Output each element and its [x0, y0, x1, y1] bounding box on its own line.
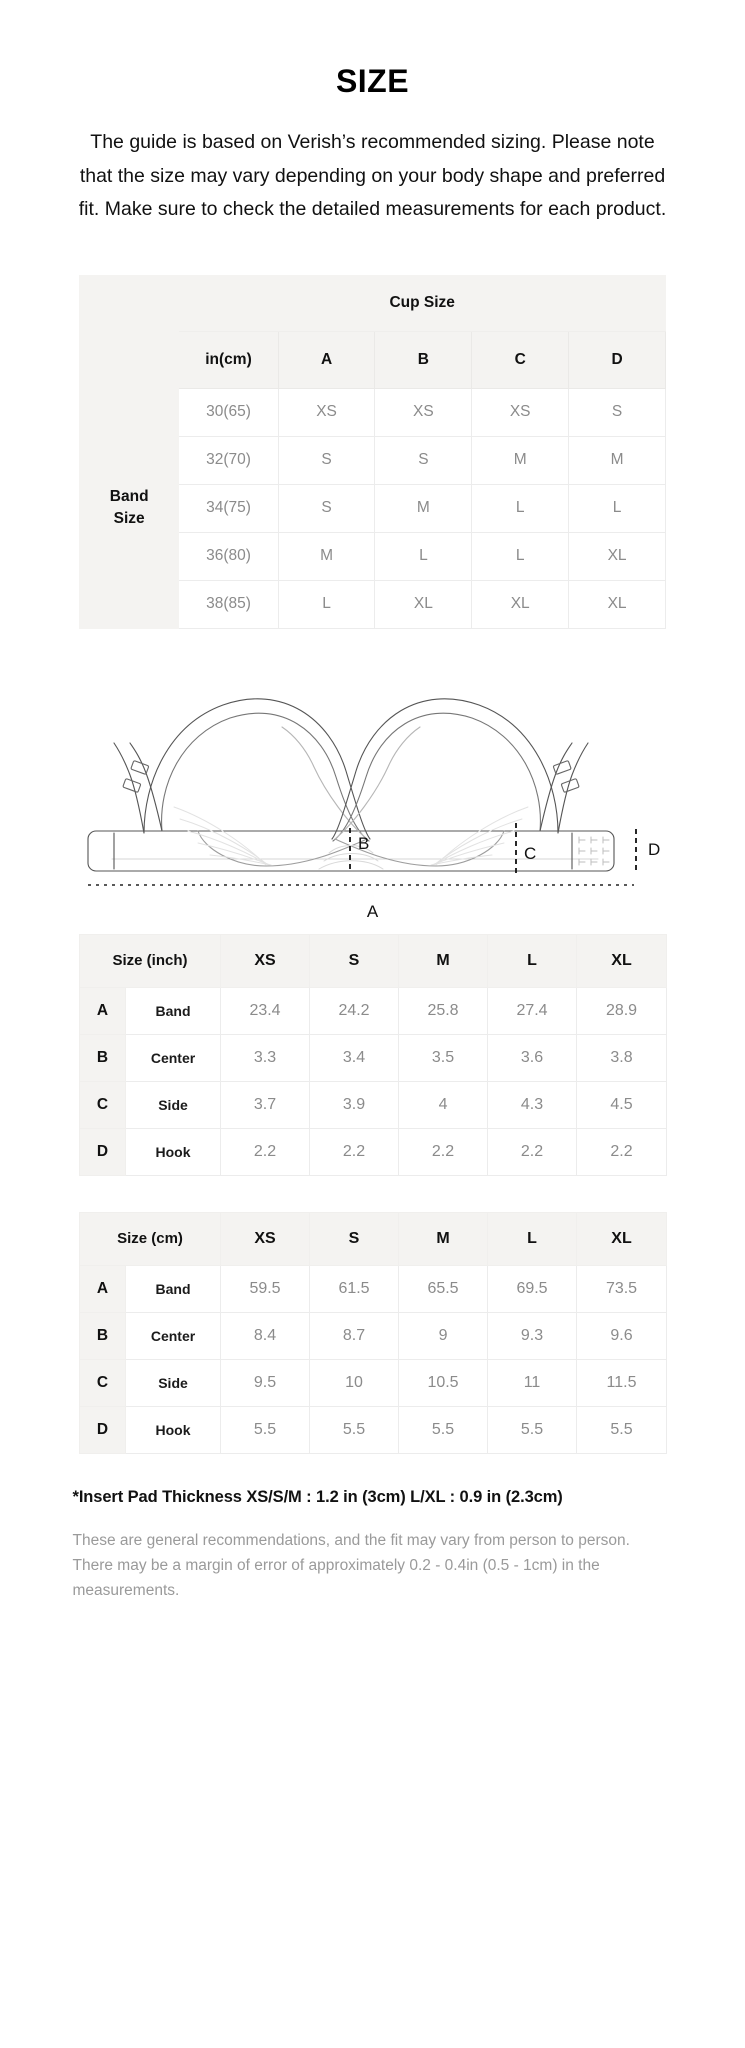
cm-table-value-cell: 8.4	[221, 1312, 310, 1359]
inch-table-value-cell: 3.4	[310, 1034, 399, 1081]
band-size-label: Band Size	[80, 388, 179, 628]
cup-size-cell: M	[278, 532, 375, 580]
inch-table-column-xl: XL	[577, 934, 667, 987]
cup-column-header-b: B	[375, 331, 472, 388]
hook-eye-dots	[579, 837, 609, 865]
bra-diagram	[58, 663, 688, 921]
inch-table-value-cell: 3.7	[221, 1081, 310, 1128]
band-size-value: 32(70)	[179, 436, 278, 484]
page-title: SIZE	[335, 63, 410, 99]
cm-table-value-cell: 73.5	[577, 1265, 667, 1312]
inch-table-value-cell: 2.2	[399, 1128, 488, 1175]
cup-size-cell: S	[375, 436, 472, 484]
cup-size-cell: S	[278, 484, 375, 532]
cm-table-value-cell: 8.7	[310, 1312, 399, 1359]
left-fan-stitching	[174, 807, 271, 865]
label-a: A	[366, 901, 379, 921]
cm-table-value-cell: 5.5	[399, 1406, 488, 1453]
cm-measurement-table	[79, 1212, 667, 1454]
cup-size-header: Cup Size	[179, 275, 666, 331]
cup-size-cell: M	[375, 484, 472, 532]
table-row	[80, 987, 667, 1034]
cup-column-header-d: D	[569, 331, 666, 388]
cm-table-row-part: Side	[126, 1359, 221, 1406]
inch-table-row-part: Center	[126, 1034, 221, 1081]
cm-table-row-part: Band	[126, 1265, 221, 1312]
inch-table-column-s: S	[310, 934, 399, 987]
left-cup-outer	[144, 699, 370, 839]
cup-size-table-wrapper	[79, 275, 666, 629]
cm-table-value-cell: 61.5	[310, 1265, 399, 1312]
cm-table-value-cell: 65.5	[399, 1265, 488, 1312]
cm-table-value-cell: 11	[488, 1359, 577, 1406]
inch-table-row-letter: C	[80, 1081, 126, 1128]
cm-table-value-cell: 5.5	[310, 1406, 399, 1453]
cm-table-row-letter: A	[80, 1265, 126, 1312]
insert-pad-note: *Insert Pad Thickness XS/S/M : 1.2 in (3cm) L/XL : 0.9 in (2.3cm)	[72, 1487, 563, 1506]
inch-table-value-cell: 24.2	[310, 987, 399, 1034]
inch-table-column-xs: XS	[221, 934, 310, 987]
label-b: B	[357, 833, 369, 853]
cup-size-cell: XL	[569, 532, 666, 580]
cup-size-cell: L	[472, 484, 569, 532]
cm-table-column-s: S	[310, 1212, 399, 1265]
unit-header: in(cm)	[179, 331, 278, 388]
bra-illustration-svg	[58, 663, 688, 898]
inch-table-value-cell: 3.5	[399, 1034, 488, 1081]
inch-table-row-part: Side	[126, 1081, 221, 1128]
label-c: C	[523, 843, 536, 863]
cm-table-value-cell: 10.5	[399, 1359, 488, 1406]
left-strap-slider-lower	[122, 778, 140, 792]
inch-table-value-cell: 2.2	[577, 1128, 667, 1175]
inch-table-value-cell: 2.2	[221, 1128, 310, 1175]
cm-table-column-m: M	[399, 1212, 488, 1265]
right-strap-slider-lower	[561, 778, 579, 792]
right-strap-inner	[540, 743, 572, 831]
cm-table-title: Size (cm)	[80, 1212, 221, 1265]
inch-table-value-cell: 27.4	[488, 987, 577, 1034]
label-d: D	[647, 839, 660, 859]
cm-table-value-cell: 69.5	[488, 1265, 577, 1312]
inch-table-value-cell: 4.5	[577, 1081, 667, 1128]
right-fan-stitching	[431, 807, 528, 865]
inch-table-value-cell: 2.2	[310, 1128, 399, 1175]
cm-table-value-cell: 5.5	[488, 1406, 577, 1453]
cm-table-column-l: L	[488, 1212, 577, 1265]
table-header-row	[80, 934, 667, 987]
inch-table-value-cell: 3.3	[221, 1034, 310, 1081]
cup-size-cell: XS	[278, 388, 375, 436]
table-row	[80, 1081, 667, 1128]
inch-table-value-cell: 3.8	[577, 1034, 667, 1081]
cm-table-column-xs: XS	[221, 1212, 310, 1265]
inch-table-title: Size (inch)	[80, 934, 221, 987]
cup-column-header-c: C	[472, 331, 569, 388]
cm-table-row-letter: C	[80, 1359, 126, 1406]
cup-size-cell: XL	[375, 580, 472, 628]
table-row	[80, 1034, 667, 1081]
inch-table-value-cell: 28.9	[577, 987, 667, 1034]
cm-table-value-cell: 5.5	[577, 1406, 667, 1453]
cm-table-row-letter: B	[80, 1312, 126, 1359]
cm-table-value-cell: 10	[310, 1359, 399, 1406]
inch-table-value-cell: 25.8	[399, 987, 488, 1034]
inch-table-value-cell: 23.4	[221, 987, 310, 1034]
band-size-value: 30(65)	[179, 388, 278, 436]
cup-size-cell: M	[569, 436, 666, 484]
cm-table-value-cell: 5.5	[221, 1406, 310, 1453]
inch-table-row-letter: B	[80, 1034, 126, 1081]
table-row	[80, 275, 666, 331]
cm-table-row-part: Hook	[126, 1406, 221, 1453]
table-row	[80, 388, 666, 436]
cup-column-header-a: A	[278, 331, 375, 388]
cm-table-value-cell: 9.5	[221, 1359, 310, 1406]
inch-table-value-cell: 3.9	[310, 1081, 399, 1128]
cm-table-value-cell: 59.5	[221, 1265, 310, 1312]
cup-size-cell: XL	[569, 580, 666, 628]
inch-table-value-cell: 4	[399, 1081, 488, 1128]
cup-size-cell: L	[375, 532, 472, 580]
cup-size-cell: M	[472, 436, 569, 484]
band-size-value: 36(80)	[179, 532, 278, 580]
inch-table-value-cell: 3.6	[488, 1034, 577, 1081]
left-strap-inner	[130, 743, 162, 831]
right-cup-outer	[332, 699, 558, 839]
center-gore-arcs	[319, 845, 383, 869]
cm-table-value-cell: 11.5	[577, 1359, 667, 1406]
intro-paragraph: The guide is based on Verish’s recommended sizing. Please note that the size may vary depending on your body shape and preferred fit. Make sure to check the detailed measurements for each product.	[78, 131, 667, 221]
band-size-value: 34(75)	[179, 484, 278, 532]
cup-size-cell: XS	[375, 388, 472, 436]
cup-size-cell: XL	[472, 580, 569, 628]
left-cup-inner-rim	[161, 713, 368, 841]
cup-size-cell: L	[569, 484, 666, 532]
left-strap-slider-upper	[130, 760, 148, 774]
inch-table-wrapper	[79, 934, 666, 1176]
right-strap-slider-upper	[553, 760, 571, 774]
cup-table-corner-2	[80, 331, 179, 388]
table-row	[80, 331, 666, 388]
table-row	[80, 1406, 667, 1453]
cm-table-column-xl: XL	[577, 1212, 667, 1265]
table-row	[80, 1265, 667, 1312]
table-row	[80, 1359, 667, 1406]
cm-table-value-cell: 9.6	[577, 1312, 667, 1359]
inch-table-column-m: M	[399, 934, 488, 987]
cup-size-table	[79, 275, 666, 629]
cm-table-wrapper	[79, 1212, 666, 1454]
cm-table-value-cell: 9.3	[488, 1312, 577, 1359]
inch-table-row-letter: D	[80, 1128, 126, 1175]
disclaimer-note: These are general recommendations, and the fit may vary from person to person. There may be a margin of error of approximately 0.2 - 0.4in (0.5 - 1cm) in the measurements.	[72, 1531, 630, 1600]
cm-table-row-part: Center	[126, 1312, 221, 1359]
table-row	[80, 1312, 667, 1359]
cm-table-value-cell: 9	[399, 1312, 488, 1359]
cup-size-cell: XS	[472, 388, 569, 436]
inch-table-row-letter: A	[80, 987, 126, 1034]
cup-size-cell: S	[569, 388, 666, 436]
cup-size-cell: S	[278, 436, 375, 484]
cm-table-row-letter: D	[80, 1406, 126, 1453]
right-cup-inner-rim	[333, 713, 540, 841]
inch-table-row-part: Band	[126, 987, 221, 1034]
cup-size-cell: L	[278, 580, 375, 628]
inch-table-row-part: Hook	[126, 1128, 221, 1175]
inch-table-column-l: L	[488, 934, 577, 987]
table-header-row	[80, 1212, 667, 1265]
inch-measurement-table	[79, 934, 667, 1176]
table-row	[80, 1128, 667, 1175]
inch-table-value-cell: 2.2	[488, 1128, 577, 1175]
cup-table-corner	[80, 275, 179, 331]
band-size-value: 38(85)	[179, 580, 278, 628]
inch-table-value-cell: 4.3	[488, 1081, 577, 1128]
cup-size-cell: L	[472, 532, 569, 580]
